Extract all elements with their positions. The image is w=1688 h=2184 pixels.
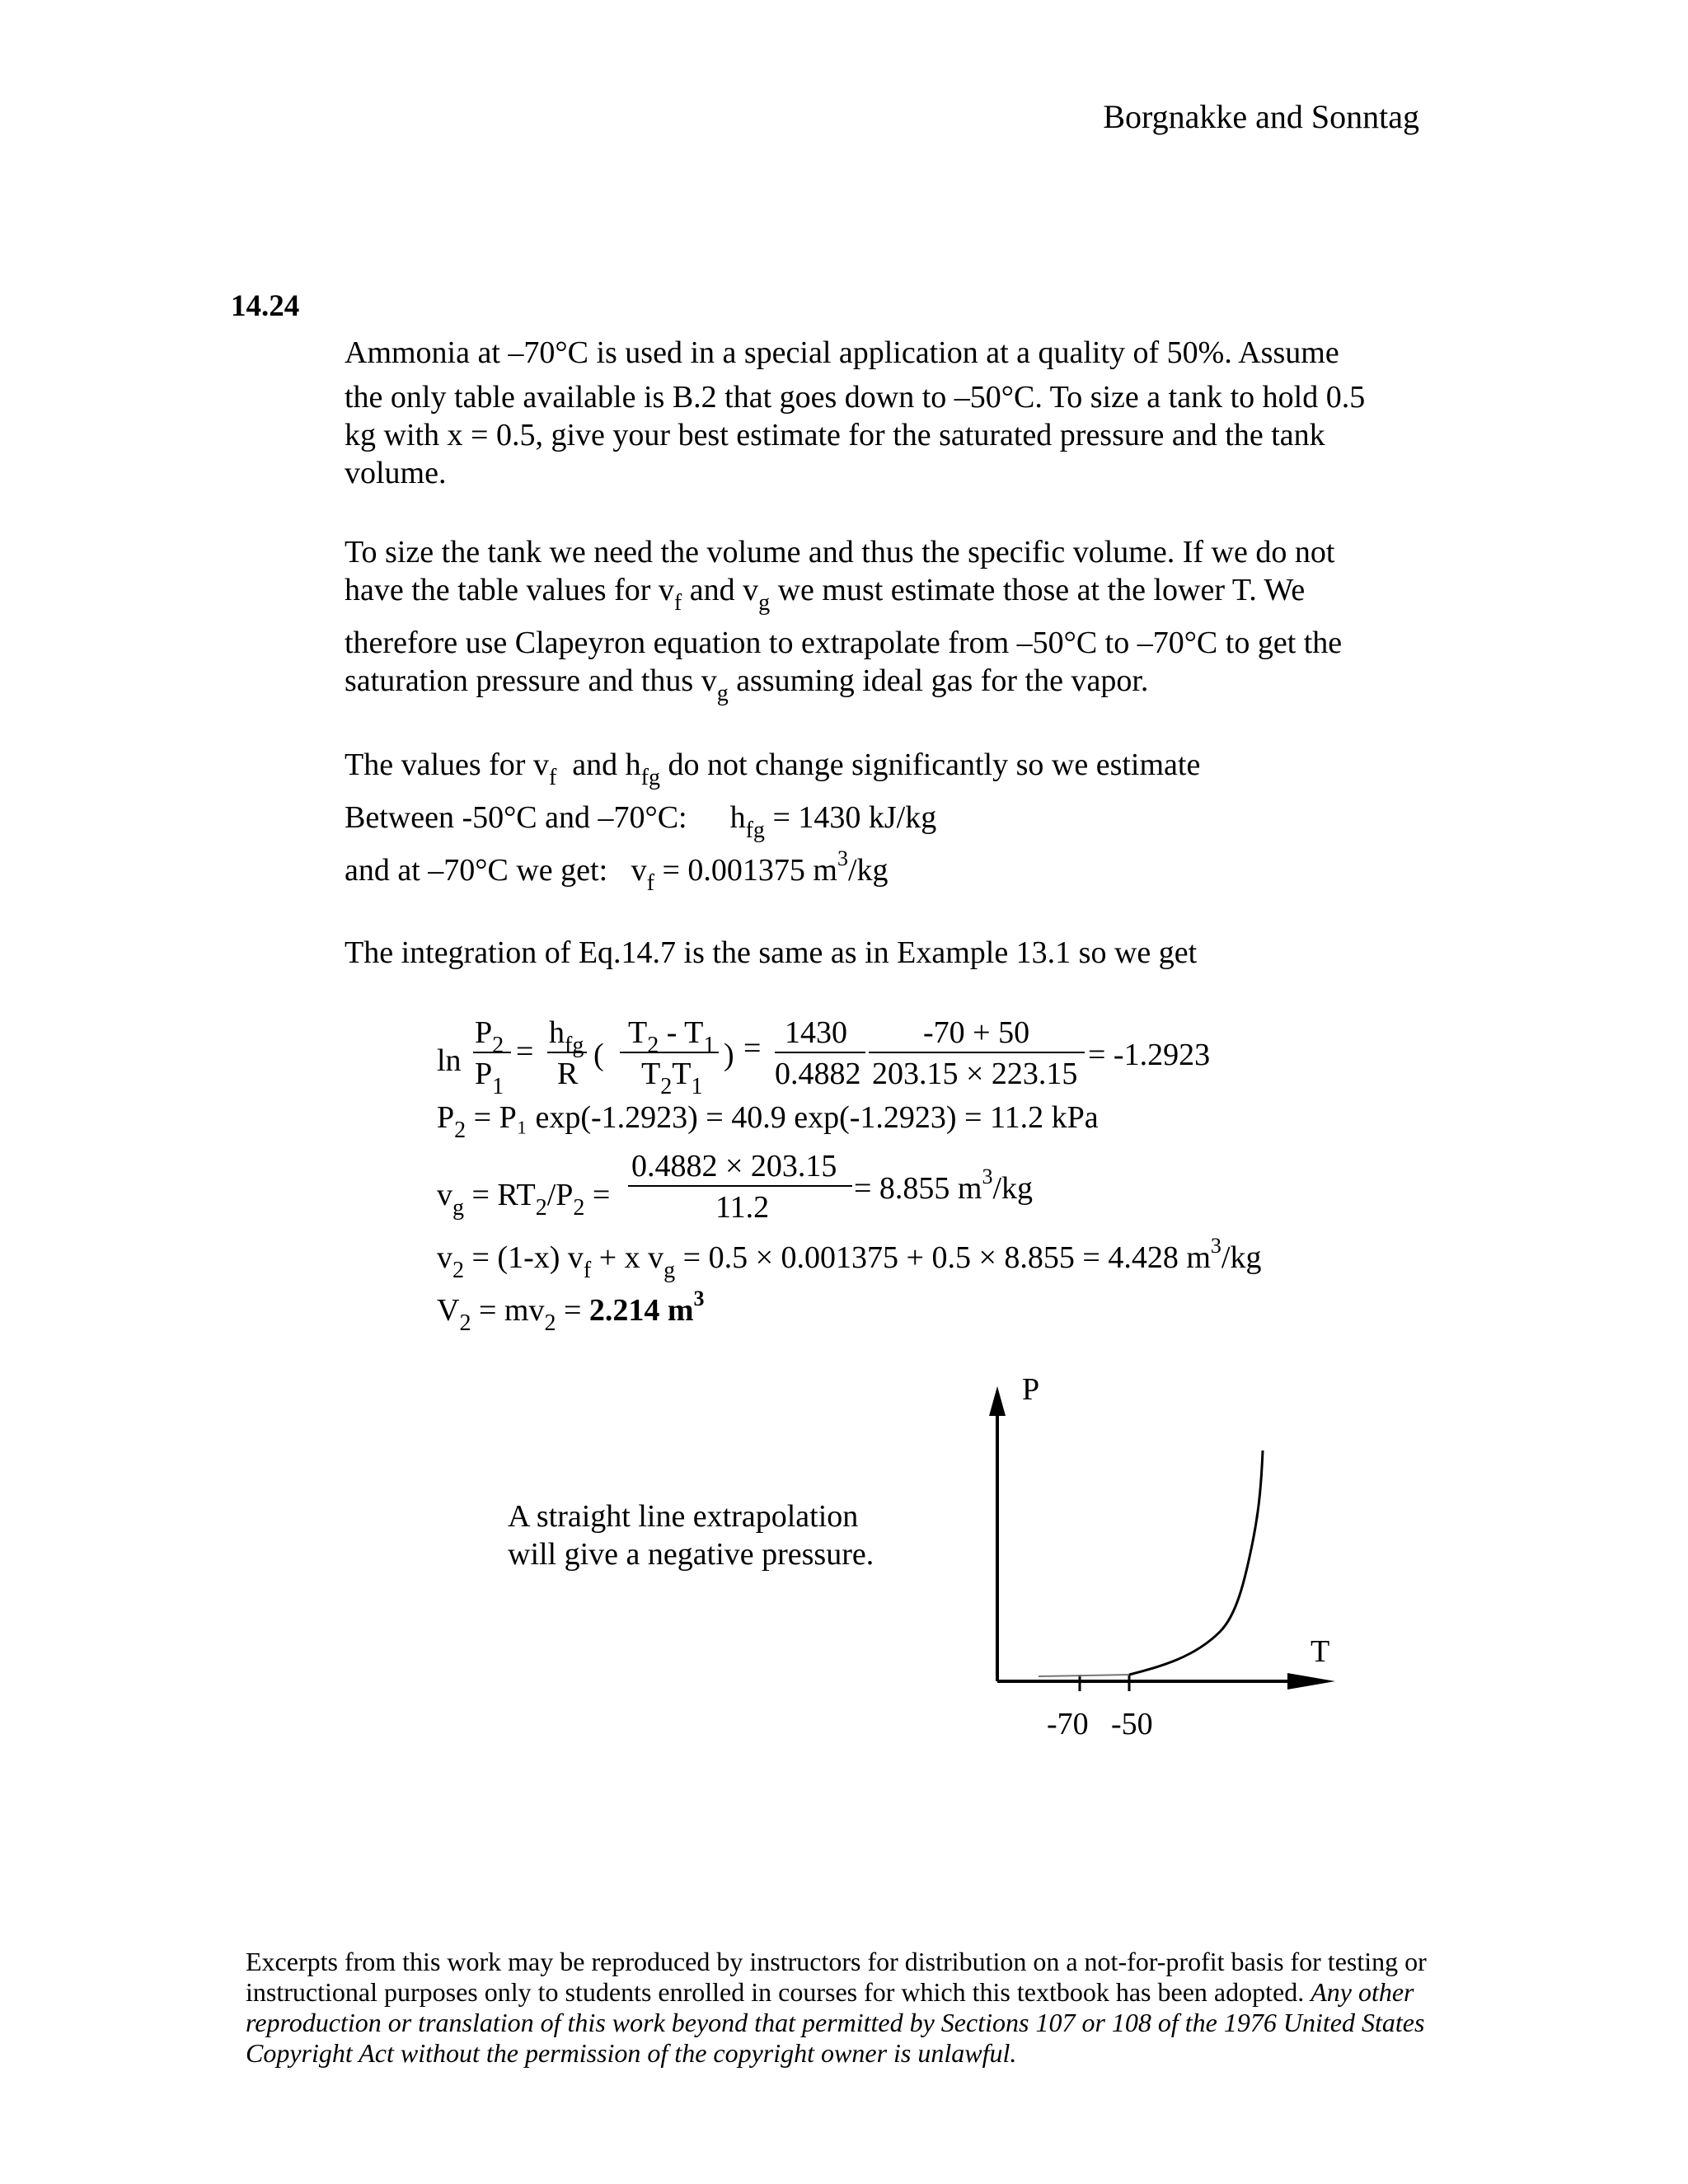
eq1-num1: 1430 [785,1015,847,1050]
problem-number: 14.24 [231,289,300,323]
para2-line3: and at –70°C we get: $v_f = 0.001375$ $m^3/kg$ [345,846,889,896]
eq3-lhs: $v_g = RT_2/P_2$ = [437,1178,611,1221]
footer-italic: Any other reproduction or translation of this work beyond that permitted by Sections 107 or 108 of the 1976 United States Copyright Act without the permission of the copyright owner is unlawful. [246,1977,1425,2068]
eq5: $V_2 = mv_2 = 2.214$ $m^3$ [437,1286,705,1336]
y-axis-arrow [989,1386,1006,1416]
saturation-curve [1129,1451,1263,1675]
statement-line: Ammonia at –70°C is used in a special application at a quality of 50%. Assume [345,335,1339,370]
para2-line2: Between -50°C and –70°C: $h_{fg} = 1430$ kJ/kg [345,800,937,843]
pt-diagram [948,1368,1360,1731]
eq1-frac-t-den: $T_2T_1$ [641,1057,703,1099]
eq2: $P_2 = P_1$ exp(-1.2923) = 40.9 exp(-1.2923) = 11.2 kPa [437,1100,1099,1143]
eq1-frac-p-den: $P_1$ [475,1057,504,1099]
tick-label-70: -70 [1047,1707,1089,1741]
eq1-result: = -1.2923 [1088,1038,1211,1072]
para1-line1: To size the tank we need the volume and thus the specific volume. If we do not [345,535,1335,569]
para1-line3: therefore use Clapeyron equation to extrapolate from –50°C to –70°C to get the [345,626,1343,660]
eq4: $v_2 = (1-x) v_f + x$ $v_g = 0.5 \times 0.001375 + 0.5 \times 8.855 = 4.428$ $m^3/kg$ [437,1234,1262,1283]
tick-label-50: -50 [1111,1707,1153,1741]
statement-line: kg with x = 0.5, give your best estimate for the saturated pressure and the tank [345,418,1325,452]
y-axis-label: P [1022,1372,1040,1407]
eq3-num: 0.4882 × 203.15 [631,1149,837,1183]
para2-line1: The values for $v_f$ and $h_{fg}$ do not change significantly so we estimate [345,748,1201,790]
eq1-den2: 203.15 × 223.15 [872,1057,1078,1091]
eq1-den1: 0.4882 [775,1057,861,1091]
straight-extrapolation [1039,1675,1129,1676]
statement-line: the only table available is B.2 that goes down to –50°C. To size a tank to hold 0.5 [345,380,1366,415]
figure-caption-line2: will give a negative pressure. [508,1537,874,1572]
x-axis-arrow [1287,1673,1335,1690]
eq1-num2: -70 + 50 [923,1015,1030,1050]
eq1-frac-h-num: $h_{fg}$ [549,1015,584,1058]
x-axis-label: T [1311,1634,1330,1669]
eq1-ln: ln [437,1043,462,1078]
eq3-den: 11.2 [715,1190,770,1225]
eq1-frac-p-num: $P_2$ [475,1015,504,1058]
statement-line: volume. [345,456,447,490]
figure-caption-line1: A straight line extrapolation [508,1499,859,1534]
eq1-frac-t-num: $T_2 - T_1$ [628,1015,715,1058]
footer-notice: Excerpts from this work may be reproduced by instructors for distribution on a not-for-profit basis for testing or instructional purposes only to students enrolled in courses for which this textbook has been adopted. Any other reproduction or translation of this work beyond that permitted by Sections 107 or 108 of the 1976 United States Copyright Act without the permission of the copyright owner is unlawful. [246,1947,1427,2068]
para1-line2: have the table values for $v_f$ and $v_g$ we must estimate those at the lower T. We [345,573,1306,616]
eq3-rhs: = 8.855 $m^3/kg$ [854,1165,1034,1206]
final-answer: 2.214 $m^3$ [588,1286,705,1328]
eq1-frac-h-den: R [557,1057,579,1091]
solution-paragraph-3: The integration of Eq.14.7 is the same as in Example 13.1 so we get [345,935,1198,970]
para1-line4: saturation pressure and thus $v_g$ assuming ideal gas for the vapor. [345,663,1149,706]
header-authors: Borgnakke and Sonntag [1103,98,1419,135]
